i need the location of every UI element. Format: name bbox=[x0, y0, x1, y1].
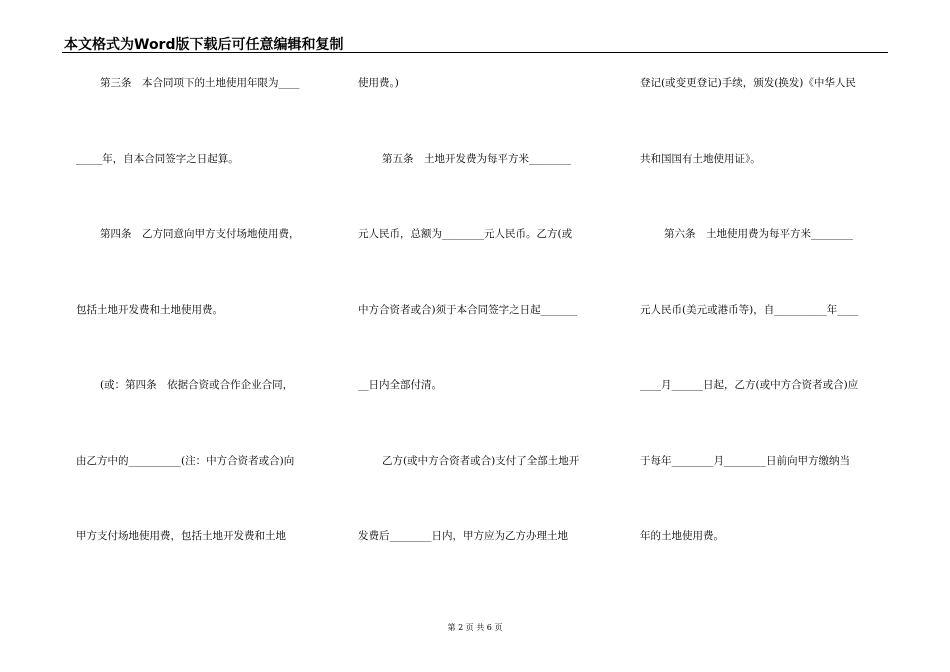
text-line: 中方合资者或合)须于本合同签字之日起_______ bbox=[358, 304, 578, 316]
text-line: 使用费。) bbox=[358, 77, 399, 89]
text-line: 甲方支付场地使用费，包括土地开发费和土地 bbox=[76, 530, 286, 542]
text-line: _____年，自本合同签字之日起算。 bbox=[76, 153, 239, 165]
text-line: 共和国国有土地使用证》。 bbox=[640, 153, 761, 165]
text-line: 第六条 土地使用费为每平方米________ bbox=[664, 228, 853, 240]
text-line: 元人民币(美元或港币等)，自__________年____ bbox=[640, 304, 859, 316]
text-line: 发费后________日内，甲方应为乙方办理土地 bbox=[358, 530, 568, 542]
text-line: (或：第四条 依据合资或合作企业合同， bbox=[100, 379, 294, 391]
document-header-title: 本文格式为Word版下载后可任意编辑和复制 bbox=[64, 37, 344, 53]
text-line: 第四条 乙方同意向甲方支付场地使用费， bbox=[100, 228, 300, 240]
text-line: 第三条 本合同项下的土地使用年限为____ bbox=[100, 77, 300, 89]
text-line: 于每年________月________日前向甲方缴纳当 bbox=[640, 455, 850, 467]
text-line: ____月______日起，乙方(或中方合资者或合)应 bbox=[640, 379, 859, 391]
text-line: 元人民币，总额为________元人民币。乙方(或 bbox=[358, 228, 573, 240]
text-line: 年的土地使用费。 bbox=[640, 530, 724, 542]
text-line: 登记(或变更登记)手续，颁发(换发)《中华人民 bbox=[640, 77, 856, 89]
page-number: 第 2 页 共 6 页 bbox=[447, 623, 503, 632]
header-divider bbox=[62, 52, 888, 53]
text-line: 第五条 土地开发费为每平方米________ bbox=[382, 153, 571, 165]
text-line: 包括土地开发费和土地使用费。 bbox=[76, 304, 223, 316]
text-line: __日内全部付清。 bbox=[358, 379, 442, 391]
text-line: 乙方(或中方合资者或合)支付了全部土地开 bbox=[382, 455, 580, 467]
text-line: 由乙方中的__________(注：中方合资者或合)向 bbox=[76, 455, 295, 467]
